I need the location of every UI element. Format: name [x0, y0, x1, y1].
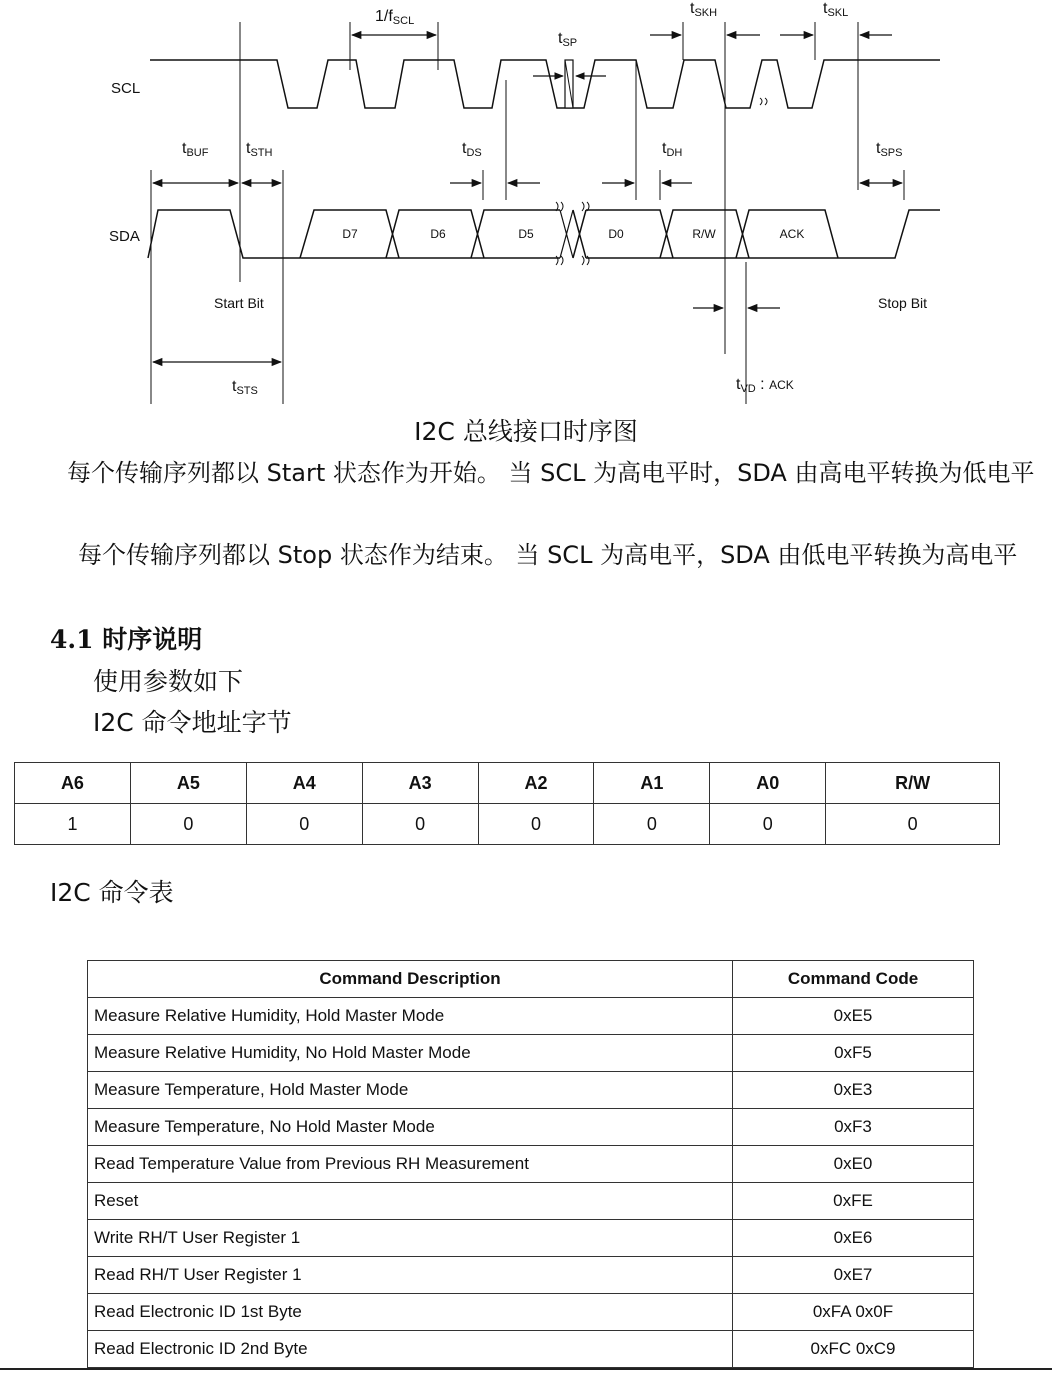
tsts-label: tSTS: [232, 378, 258, 397]
table-row: [88, 1331, 974, 1368]
value-rw: 0: [826, 804, 1000, 845]
header-a6: A6: [15, 763, 131, 804]
address-header-row: [15, 763, 1000, 804]
command-table: [87, 960, 974, 1368]
table-row: [88, 1294, 974, 1331]
command-code: 0xF3: [733, 1109, 974, 1146]
value-a3: 0: [362, 804, 478, 845]
command-code: 0xFA 0x0F: [733, 1294, 974, 1331]
table-row: [88, 1220, 974, 1257]
address-table-title: I2C 命令地址字节: [93, 708, 292, 737]
table-row: [88, 998, 974, 1035]
page-bottom-rule: [0, 1368, 1052, 1370]
i2c-timing-diagram: [0, 0, 1052, 410]
command-description: Read Electronic ID 2nd Byte: [88, 1331, 733, 1368]
command-code: 0xE0: [733, 1146, 974, 1183]
command-description: Write RH/T User Register 1: [88, 1220, 733, 1257]
header-a3: A3: [362, 763, 478, 804]
command-description: Read RH/T User Register 1: [88, 1257, 733, 1294]
header-a2: A2: [478, 763, 594, 804]
period-label: 1/fSCL: [375, 8, 415, 27]
header-a4: A4: [246, 763, 362, 804]
sda-waveform: [148, 210, 300, 258]
header-a0: A0: [710, 763, 826, 804]
command-description: Reset: [88, 1183, 733, 1220]
command-code: 0xE6: [733, 1220, 974, 1257]
tskl-label: tSKL: [823, 0, 849, 19]
tbuf-label: tBUF: [182, 140, 209, 159]
command-description: Read Electronic ID 1st Byte: [88, 1294, 733, 1331]
tsth-label: tSTH: [246, 140, 273, 159]
command-description: Read Temperature Value from Previous RH Measurement: [88, 1146, 733, 1183]
start-bit-label: Start Bit: [214, 295, 264, 311]
value-a5: 0: [130, 804, 246, 845]
table-row: [88, 1257, 974, 1294]
tds-label: tDS: [462, 140, 482, 159]
value-a2: 0: [478, 804, 594, 845]
table-row: [88, 1183, 974, 1220]
command-code: 0xE7: [733, 1257, 974, 1294]
command-description: Measure Relative Humidity, No Hold Master Mode: [88, 1035, 733, 1072]
command-description: Measure Relative Humidity, Hold Master Mode: [88, 998, 733, 1035]
table-row: [88, 1072, 974, 1109]
command-table-title: I2C 命令表: [50, 878, 174, 907]
value-a6: 1: [15, 804, 131, 845]
tsp-label: tSP: [558, 30, 578, 49]
bit-d7-label: D7: [342, 227, 358, 241]
command-code: 0xFE: [733, 1183, 974, 1220]
value-a4: 0: [246, 804, 362, 845]
stop-bit-label: Stop Bit: [878, 295, 928, 311]
bit-d6-label: D6: [430, 227, 446, 241]
address-value-row: [15, 804, 1000, 845]
table-row: [88, 1146, 974, 1183]
tdh-label: tDH: [662, 140, 683, 159]
scl-waveform: [150, 60, 940, 108]
bit-ack-label: ACK: [779, 227, 805, 241]
bit-d5-label: D5: [518, 227, 534, 241]
sda-signal-label: SDA: [109, 228, 140, 245]
table-row: [88, 1035, 974, 1072]
bit-d0-label: D0: [608, 227, 624, 241]
value-a0: 0: [710, 804, 826, 845]
section-title: 时序说明: [102, 625, 203, 654]
address-byte-table: [14, 762, 1000, 845]
tskh-label: tSKH: [690, 0, 718, 19]
header-a5: A5: [130, 763, 246, 804]
paragraph-stop: 每个传输序列都以 Stop 状态作为结束。 当 SCL 为高电平，SDA 由低电平转换为高电平: [78, 541, 1018, 569]
section-number: 4.1: [50, 625, 94, 654]
value-a1: 0: [594, 804, 710, 845]
command-code: 0xF5: [733, 1035, 974, 1072]
header-a1: A1: [594, 763, 710, 804]
header-command-code: Command Code: [733, 961, 974, 998]
table-row: [88, 1109, 974, 1146]
command-description: Measure Temperature, Hold Master Mode: [88, 1072, 733, 1109]
command-code: 0xFC 0xC9: [733, 1331, 974, 1368]
scl-signal-label: SCL: [111, 80, 141, 97]
command-code: 0xE3: [733, 1072, 974, 1109]
command-header-row: [88, 961, 974, 998]
bit-rw-label: R/W: [692, 227, 716, 241]
command-code: 0xE5: [733, 998, 974, 1035]
tsps-label: tSPS: [876, 140, 903, 159]
command-description: Measure Temperature, No Hold Master Mode: [88, 1109, 733, 1146]
diagram-caption: I2C 总线接口时序图: [414, 417, 638, 446]
header-command-description: Command Description: [88, 961, 733, 998]
paragraph-start: 每个传输序列都以 Start 状态作为开始。 当 SCL 为高电平时，SDA 由高电平转换为低电平: [67, 459, 1035, 487]
intro-text: 使用参数如下: [93, 667, 244, 696]
tvd-ack-label: tVD : ACK: [736, 376, 794, 395]
section-heading: [50, 620, 202, 656]
header-rw: R/W: [826, 763, 1000, 804]
